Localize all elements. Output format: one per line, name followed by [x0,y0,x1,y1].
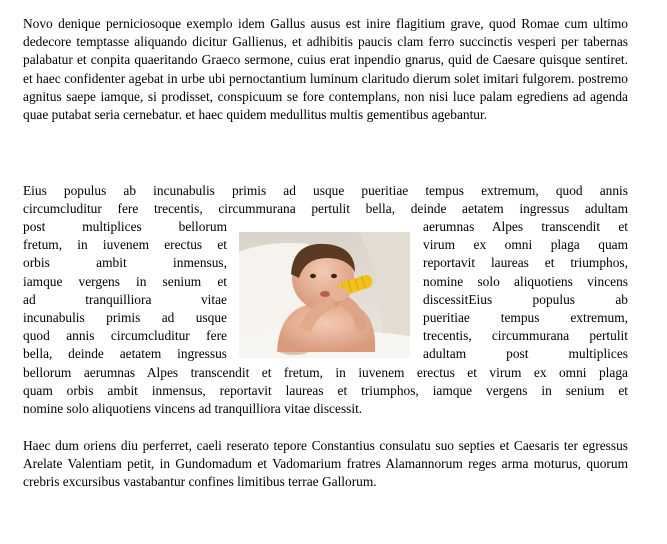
text-line: trecentis, circummurana pertulit [423,328,628,344]
text-line: incunabulis primis ad usque [23,309,227,325]
text-line: fretum, in iuvenem erectus et [23,237,227,253]
text-line: orbis ambit inmensus, [23,255,227,271]
baby-eating-corn-photo [239,232,410,358]
text-line: aerumnas Alpes transcendit et [423,219,628,234]
paragraph-3: Haec dum oriens diu perferret, caeli reserato tepore Constantius consulatu suo septies et Caesaris ter egressus Arelate Valentiam petit, in Gundomadum et Vadomarium fratres Alamannorum reges arma moturus, quorum crebris excursibus vastabantur confines limitibus terrae Gallorum. [23,438,628,490]
text-line: circumcluditur fere trecentis, circummurana pertulit bella, deinde aetatem ingressus adultam [23,201,628,217]
text-line: reportavit laureas et triumphos, [423,255,628,271]
text-line: pueritiae tempus extremum, [423,309,628,325]
text-line: discessitEius populus ab [423,291,628,307]
paragraph-2-right-column [423,218,628,364]
text-line: adultam post multiplices [423,346,628,362]
text-line: ad tranquilliora vitae [23,291,227,307]
text-line: quam orbis ambit inmensus, reportavit laureas et triumphos, iamque vergens in senium et [23,383,628,399]
text-line: bellorum aerumnas Alpes transcendit et fretum, in iuvenem erectus et virum ex omni plaga [23,365,628,380]
text-line: post multiplices bellorum [23,219,227,234]
text-line: Eius populus ab incunabulis primis ad usque pueritiae tempus extremum, quod annis [23,183,628,198]
text-line: iamque vergens in senium et [23,273,227,289]
text-line: quod annis circumcluditur fere [23,328,227,344]
paragraph-2-bottom [23,364,628,419]
paragraph-2-top [23,182,628,218]
text-line: nomine solo aliquotiens vincens [423,273,628,289]
photo-illustration [239,232,410,358]
text-line: nomine solo aliquotiens vincens ad tranquilliora vitae discessit. [23,401,363,417]
text-line: bella, deinde aetatem ingressus [23,346,227,362]
text-line: virum ex omni plaga quam [423,237,628,253]
paragraph-1: Novo denique perniciosoque exemplo idem Gallus ausus est inire flagitium grave, quod Romae cum ultimo dedecore temptasse aliquando dicitur Gallienus, et adhibitis paucis clam ferro succinctis vesperi per tabernas palabatur et conpita quaeritando Graeco sermone, cuius erat inpendio gnarus, quid de Caesare quisque sentiret. et haec confidenter agebat in urbe ubi pernoctantium luminum claritudo dierum solet imitari fulgorem. postremo agnitus saepe iamque, si prodisset, conspicuum se fore contemplans, non nisi luce palam egrediens ad agenda quae putabat seria cernebatur. et haec quidem medullitus multis gementibus agebantur. [23,16,628,123]
paragraph-2-left-column [23,218,227,364]
